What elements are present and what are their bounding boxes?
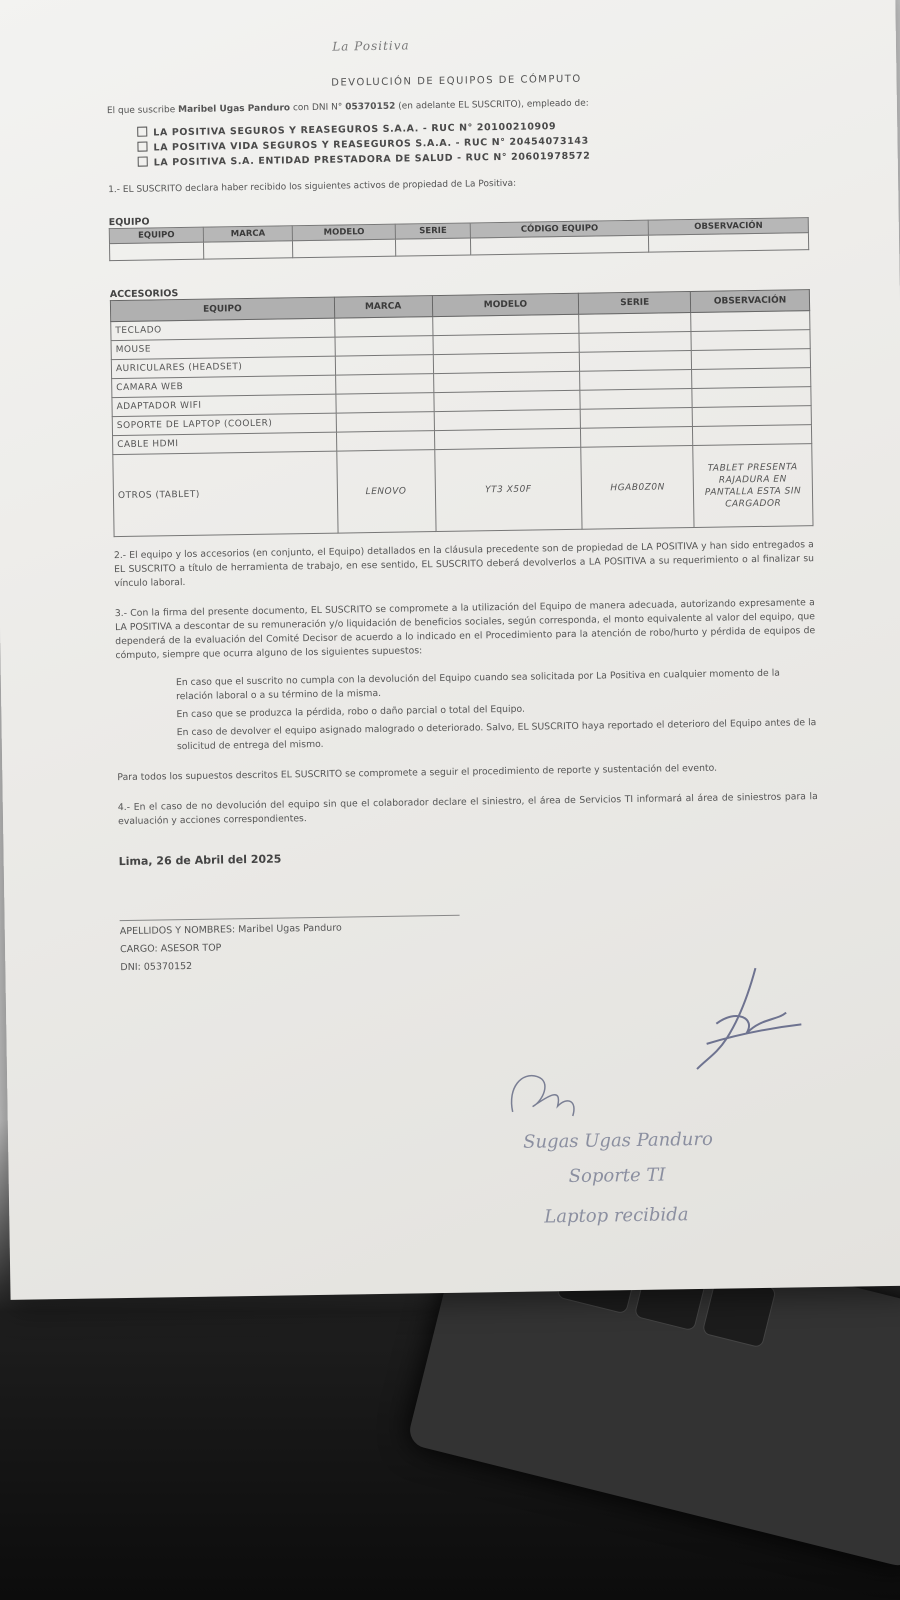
intro-prefix: El que suscribe: [106, 105, 176, 117]
column-header: OBSERVACIÓN: [648, 218, 808, 236]
intro-mid: con DNI N°: [292, 102, 343, 114]
cell-equipo: CAMARA WEB: [112, 375, 336, 398]
column-header: MARCA: [334, 296, 432, 319]
column-header: MODELO: [432, 293, 579, 316]
column-header: EQUIPO: [109, 227, 203, 243]
cell-equipo: TECLADO: [111, 318, 335, 341]
column-header: CÓDIGO EQUIPO: [470, 220, 648, 238]
cell-equipo: OTROS (TABLET): [113, 451, 338, 537]
clause-1: 1.- EL SUSCRITO declara haber recibido los siguientes activos de propiedad de La Positiva:: [108, 178, 517, 196]
intro-suffix: (en adelante EL SUSCRITO), empleado de:: [398, 98, 589, 112]
cell-modelo: YT3 X50F: [434, 447, 582, 531]
handwritten-note: Laptop recibida: [544, 1204, 689, 1228]
signer-cargo: CARGO: ASESOR TOP: [120, 942, 222, 956]
table-row: [113, 444, 813, 537]
bullet-item: En caso que el suscrito no cumpla con la devolución del Equipo cuando sea solicitada por La Positiva en cualquier momento de la relación laboral o a su término de la misma.: [175, 667, 781, 703]
cell-marca: LENOVO: [336, 450, 435, 534]
column-header: SERIE: [579, 292, 691, 315]
company-logo: La Positiva: [332, 38, 410, 54]
company-label: LA POSITIVA VIDA SEGUROS Y REASEGUROS S.A.A. - RUC N° 20454073143: [153, 135, 589, 154]
column-header: OBSERVACIÓN: [690, 290, 809, 313]
column-header: EQUIPO: [110, 297, 334, 322]
document-title: DEVOLUCIÓN DE EQUIPOS DE CÓMPUTO: [331, 73, 582, 89]
checkbox-icon: [138, 157, 148, 167]
clause-3: 3.- Con la firma del presente documento, EL SUSCRITO se compromete a la utilización del Equipo de manera adecuada, autorizando expresamente a LA POSITIVA a descontar de su remuneración y/o liquidación de beneficios sociales, según corresponda, el monto equivalente al valor del equipo, que dependerá de la evaluación del Comité Decisor de acuerdo a lo indicado en el Procedimiento para la atención de robo/hurto y pérdida de equipos de cómputo, siempre que ocurra alguno de los siguientes supuestos:: [114, 597, 816, 662]
signing-date: Lima, 26 de Abril del 2025: [118, 852, 282, 869]
handwritten-note: Sugas Ugas Panduro: [522, 1128, 714, 1153]
company-list: [137, 115, 808, 171]
employee-name: Maribel Ugas Panduro: [178, 103, 291, 116]
cell-equipo: CABLE HDMI: [113, 432, 337, 455]
signature-drawing: [502, 1066, 583, 1127]
column-header: MARCA: [203, 226, 293, 242]
company-label: LA POSITIVA S.A. ENTIDAD PRESTADORA DE SALUD - RUC N° 20601978572: [153, 150, 591, 169]
employee-dni: 05370152: [345, 101, 396, 113]
signer-dni: DNI: 05370152: [120, 960, 193, 974]
accesorios-section-label: ACCESORIOS: [109, 288, 179, 301]
clause-3b: Para todos los supuestos descritos EL SUSCRITO se compromete a seguir el procedimiento de reporte y sustentación del evento.: [117, 762, 718, 784]
column-header: MODELO: [293, 224, 396, 241]
checkbox-icon: [137, 142, 147, 152]
signer-name: APELLIDOS Y NOMBRES: Maribel Ugas Panduro: [119, 922, 342, 938]
accesorios-table: [110, 289, 814, 537]
company-label: LA POSITIVA SEGUROS Y REASEGUROS S.A.A. - RUC N° 20100210909: [153, 121, 557, 139]
cell-serie: HGAB0Z0N: [581, 446, 694, 530]
intro-paragraph: [107, 95, 807, 116]
handwritten-note: Soporte TI: [568, 1164, 666, 1188]
cell-observacion: TABLET PRESENTA RAJADURA EN PANTALLA ESTA SIN CARGADOR: [693, 444, 813, 528]
cell-equipo: AURICULARES (HEADSET): [111, 356, 335, 379]
cell-equipo: ADAPTADOR WIFI: [112, 394, 336, 417]
column-header: SERIE: [395, 223, 470, 239]
clause-2: 2.- El equipo y los accesorios (en conjunto, el Equipo) detallados en la cláusula precedente son de propiedad de LA POSITIVA y han sido entregados a EL SUSCRITO a título de herramienta de trabajo, en ese sentido, EL SUSCRITO deberá devolverlos a LA POSITIVA a su requerimiento o al finalizar su vínculo laboral.: [113, 539, 815, 590]
cell-equipo: MOUSE: [111, 337, 335, 360]
cell-equipo: SOPORTE DE LAPTOP (COOLER): [112, 413, 336, 436]
bullet-item: En caso que se produzca la pérdida, robo o daño parcial o total del Equipo.: [176, 703, 526, 721]
bullet-item: En caso de devolver el equipo asignado malogrado o deteriorado. Salvo, EL SUSCRITO haya reportado el deterioro del Equipo antes de la solicitud de entrega del mismo.: [176, 717, 817, 753]
checkbox-icon: [137, 127, 147, 137]
clause-4: 4.- En el caso de no devolución del equipo sin que el colaborador declare el siniestro, el área de Servicios TI informará al área de siniestros para la evaluación y acciones correspondientes.: [117, 791, 818, 828]
signature-drawing: [685, 962, 807, 1074]
equipo-section-label: EQUIPO: [108, 216, 150, 229]
